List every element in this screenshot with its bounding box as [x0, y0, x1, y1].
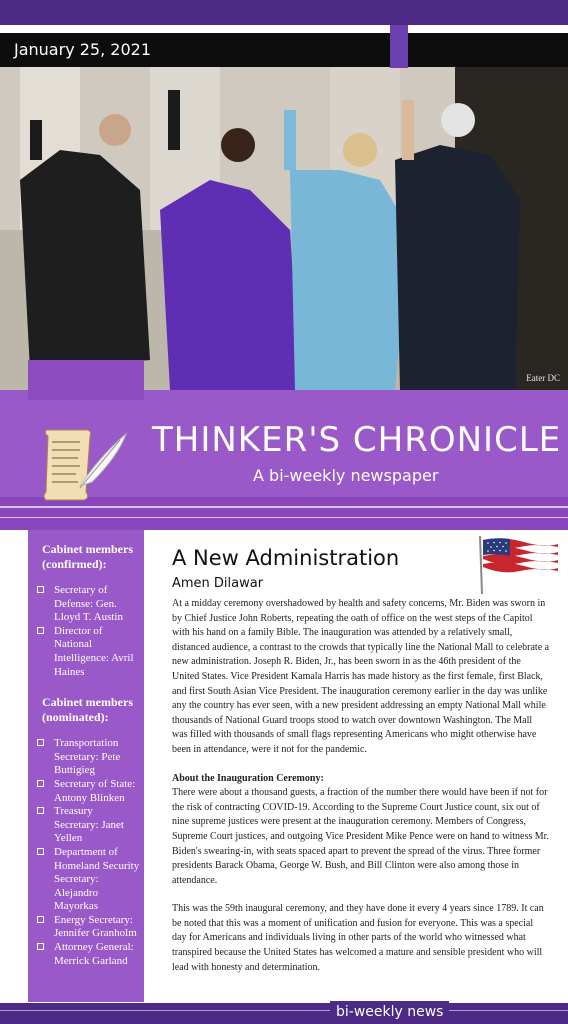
list-item [28, 846, 144, 914]
nominated-heading: Cabinet members (nominated): [42, 695, 133, 725]
masthead-tab [28, 360, 144, 400]
list-item-text: Director of National Intelligence: Avril Haines [54, 624, 134, 678]
top-band [0, 0, 568, 25]
section-heading: About the Inauguration Ceremony: [172, 772, 324, 784]
scroll-quill-icon [40, 426, 130, 511]
newspaper-subtitle: A bi-weekly newspaper [253, 466, 439, 485]
checkbox-icon [37, 780, 44, 787]
list-item-text: Transportation Secretary: Pete Buttigieg [54, 737, 121, 777]
list-item-text: Department of Homeland Security Secretary: Alejandro Mayorkas [54, 845, 140, 913]
checkbox-icon [37, 848, 44, 855]
header-accent [390, 25, 408, 68]
footer-rule [0, 1010, 568, 1011]
article-paragraph: There were about a thousand guests, a fraction of the number there would have been if not for the risk of contracting COVID-19. According to the Supreme Court Justice count, six out of nine supreme justices were present at the inauguration ceremony. Members of Congress, Supreme Court justices, and outgoing Vice President Mike Pence were on hand to witness Mr. Biden's swearing-in, with seats spaced apart to prevent the spread of the virus. Three former presidents Barack Obama, George W. Bush, and Bill Clinton were also among those in attendance. [172, 787, 549, 886]
main-article [172, 538, 550, 975]
inauguration-photo [0, 60, 568, 390]
list-item-text: Secretary of Defense: Gen. Lloyd T. Austin [54, 584, 123, 624]
list-item-text: Energy Secretary: Jennifer Granholm [54, 913, 137, 940]
checkbox-icon [37, 807, 44, 814]
article-paragraph: At a midday ceremony overshadowed by health and safety concerns, Mr. Biden was sworn in by Chief Justice John Roberts, repeating the oath of office on the west steps of the Capitol with his hand on a family Bible. The inauguration was attended by a relatively small, distanced audience, a contrast to the crowds that typically line the National Mall to celebrate a new administration. Joseph R. Biden, Jr., has been sworn in as the 46th president of the United States. Vice President Kamala Harris has made history as the first female, first Black, and first South Asian Vice President. The inauguration ceremony earlier in the day was unlike any the country has ever seen, with a new president addressing an empty National Mall while thousands of National Guard troops stood to watch over downtown Washington. The Mall was filled with thousands of small flags representing Americans who might otherwise have been in attendance, were it not for the pandemic. [172, 598, 550, 755]
masthead-rule [0, 517, 568, 518]
list-item-text: Treasury Secretary: Janet Yellen [54, 805, 124, 845]
checkbox-icon [37, 627, 44, 634]
checkbox-icon [37, 916, 44, 923]
photo-credit: Eater DC [526, 373, 560, 383]
list-item [28, 805, 144, 846]
us-flag-icon [474, 534, 560, 601]
checkbox-icon [37, 586, 44, 593]
cabinet-sidebar [28, 530, 144, 1002]
footer-bar [0, 1003, 568, 1024]
list-item [28, 737, 144, 778]
checkbox-icon [37, 943, 44, 950]
checkbox-icon [37, 739, 44, 746]
article-author: Amen Dilawar [172, 576, 264, 591]
list-item-text: Secretary of State: Antony Blinken [54, 777, 136, 804]
confirmed-list [28, 584, 144, 679]
list-item [28, 584, 144, 625]
list-item-text: Attorney General: Merrick Garland [54, 941, 134, 967]
nominated-list [28, 737, 144, 968]
header-bar-right [408, 33, 568, 67]
list-item [28, 941, 144, 968]
footer-label: bi-weekly news [330, 1001, 449, 1023]
newspaper-title: THINKER'S CHRONICLE [152, 420, 562, 460]
list-item [28, 625, 144, 679]
confirmed-heading: Cabinet members (confirmed): [42, 542, 133, 571]
issue-date: January 25, 2021 [0, 33, 390, 67]
list-item [28, 914, 144, 941]
list-item [28, 778, 144, 805]
article-paragraph: This was the 59th inaugural ceremony, and they have done it every 4 years since 1789. It can be noted that this was a moment of unification and fusion for everyone. This was a special day for Americans and individuals living in other parts of the world who witnessed what transpired because the United States has welcomed a mature and sensible president who will lead with honesty and determination. [172, 903, 544, 973]
article-title: A New Administration [172, 546, 400, 570]
